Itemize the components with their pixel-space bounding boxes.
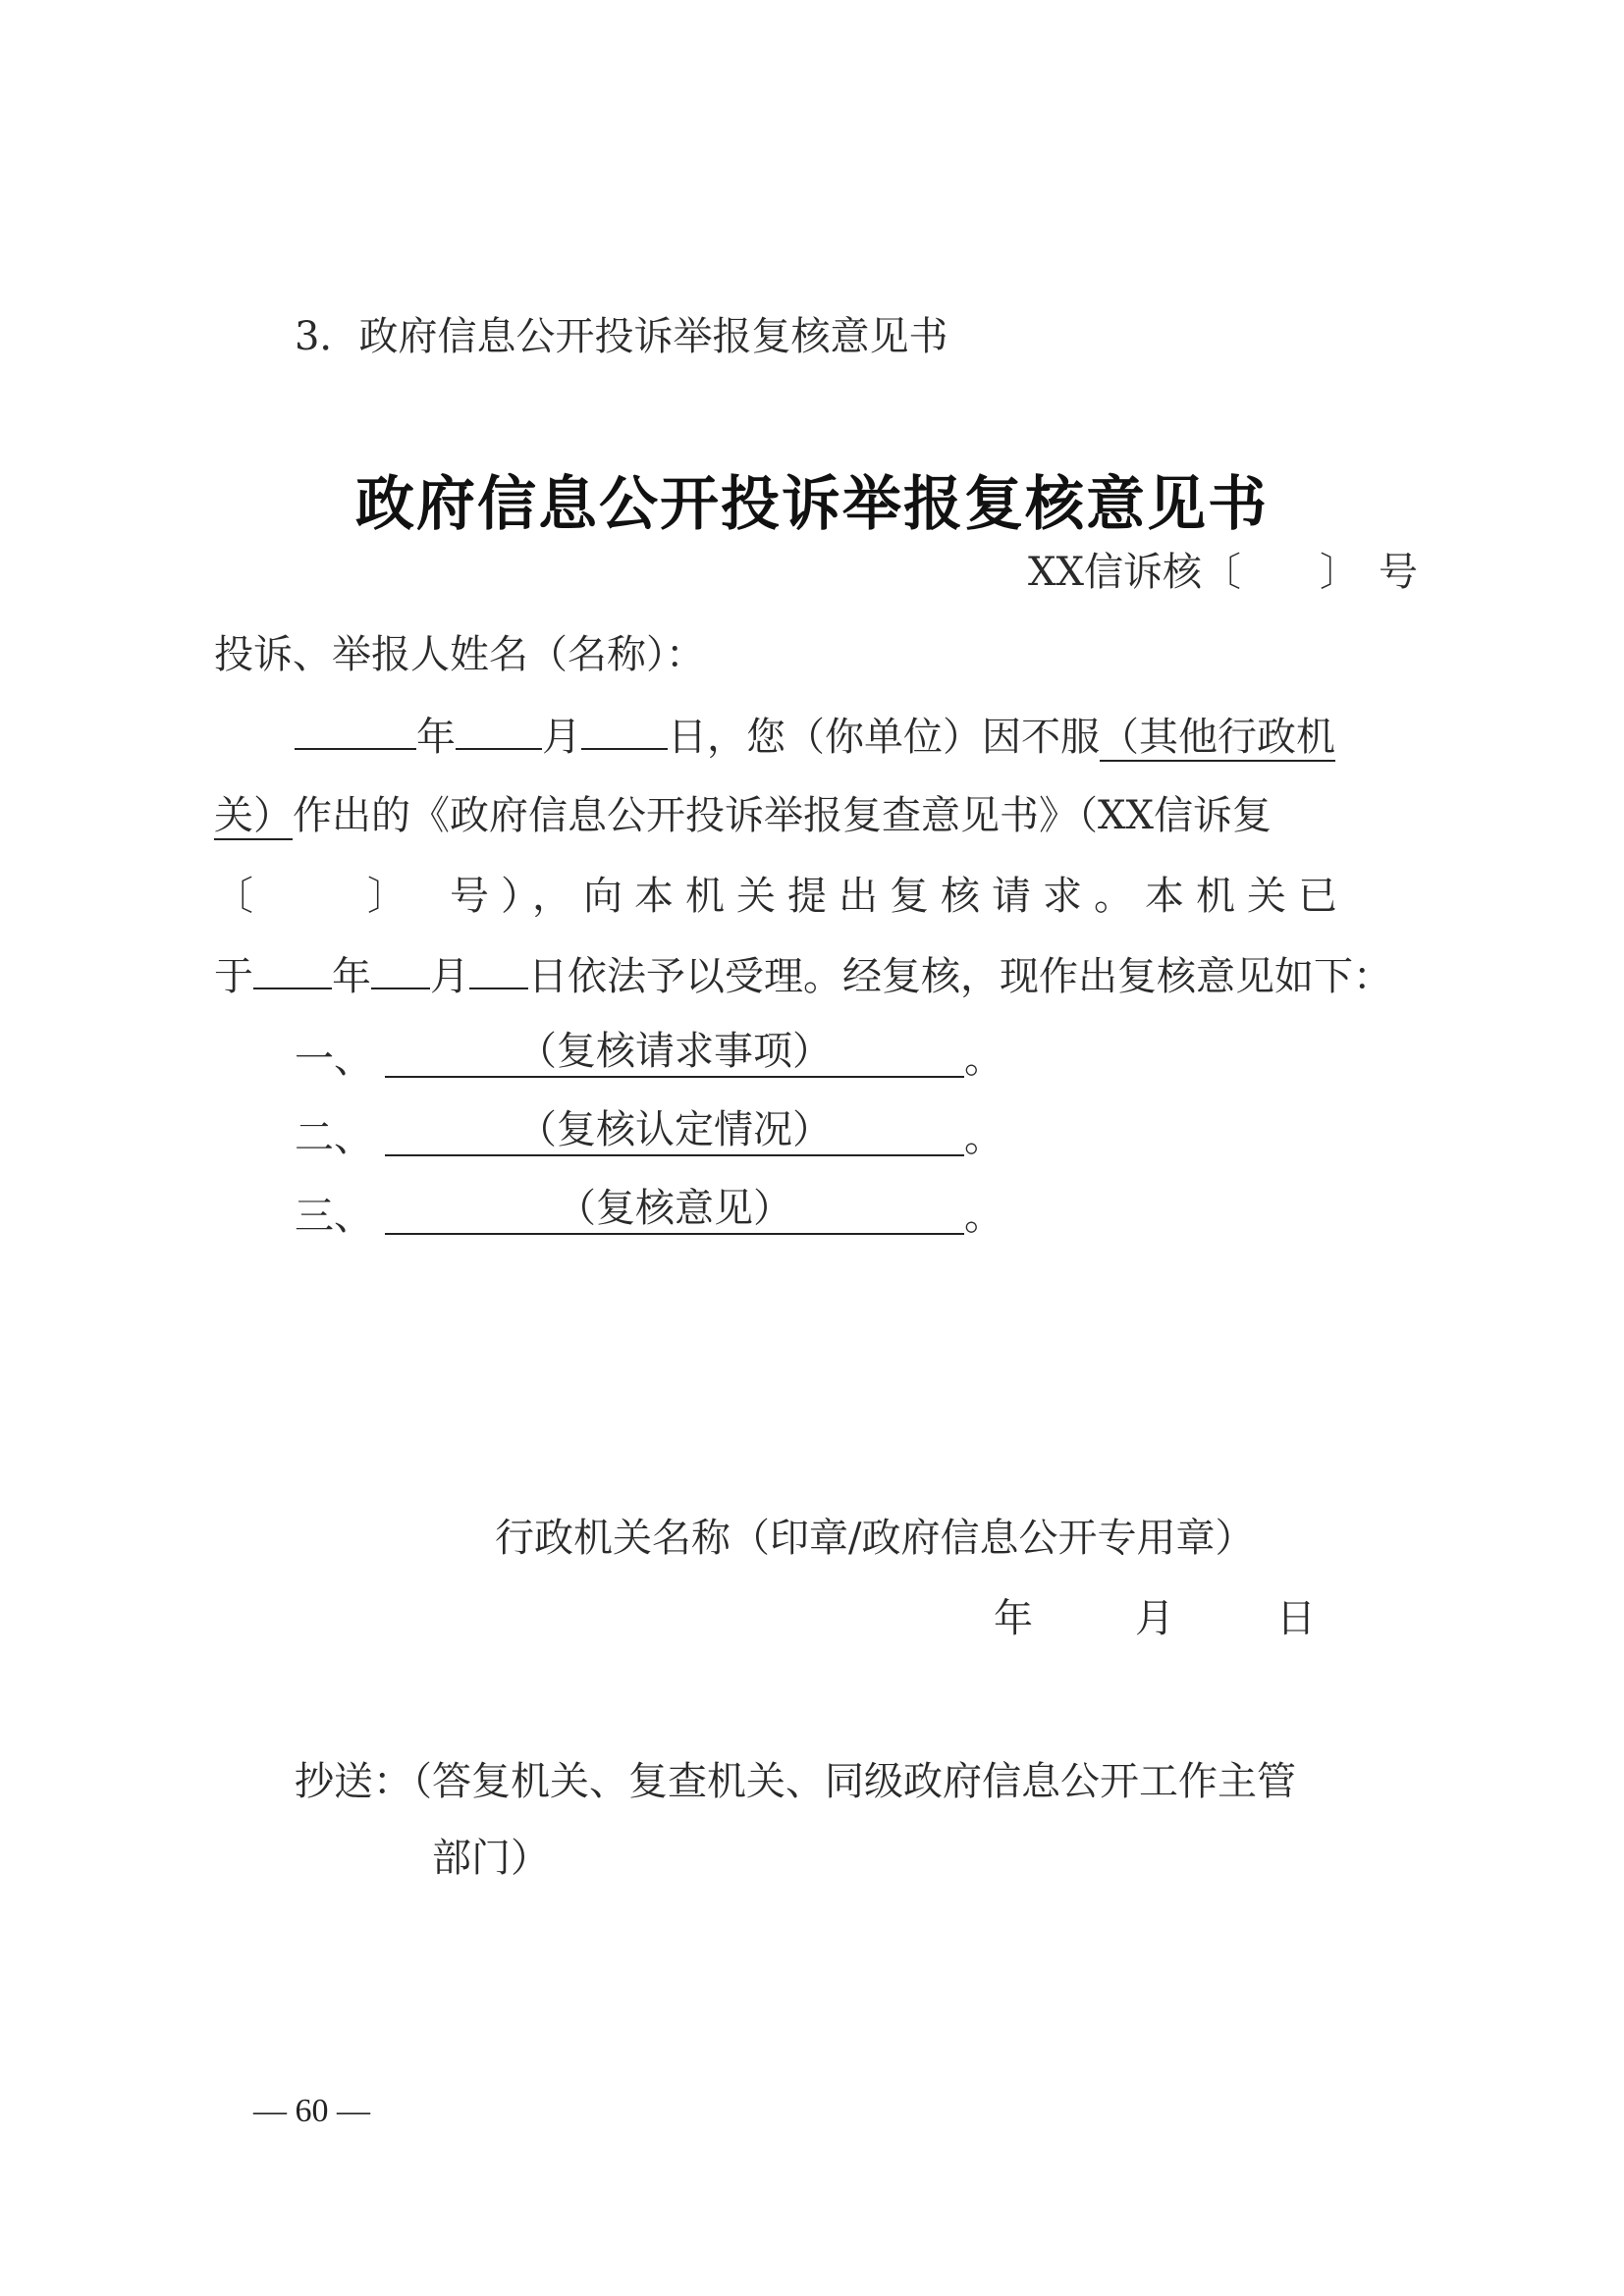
issue-date: 年 月 日 (994, 1596, 1324, 1641)
year-blank (295, 709, 416, 750)
section-heading: 3．政府信息公开投诉举报复核意见书 (295, 314, 948, 359)
item-1-placeholder: （复核请求事项） (385, 1025, 964, 1078)
item-2-placeholder: （复核认定情况） (385, 1103, 964, 1156)
cc-line-1: 抄送：（答复机关、复查机关、同级政府信息公开工作主管 (295, 1759, 1296, 1804)
other-agency-placeholder: （其他行政机 (1100, 715, 1335, 760)
item-3-placeholder: （复核意见） (385, 1182, 964, 1235)
paragraph-line-4: 于 年 月 日依法予以受理。经复核，现作出复核意见如下： (214, 948, 1392, 1003)
item-2-number: 二、 (295, 1115, 373, 1160)
accept-day-blank (469, 948, 528, 989)
addressee-line: 投诉、举报人姓名（名称）： (214, 632, 705, 677)
other-agency-placeholder-end: 关） (214, 793, 293, 838)
item-1-end: 。 (964, 1037, 1003, 1082)
month-blank (456, 709, 542, 750)
item-2-end: 。 (964, 1115, 1003, 1160)
issuing-agency: 行政机关名称（印章/政府信息公开专用章） (495, 1516, 1255, 1561)
paragraph-line-1: 年 月 日，您（你单位）因不服（其他行政机 (295, 709, 1335, 764)
paragraph-line-3: 〔 〕 号），向本机关提出复核请求。本机关已 (214, 874, 1349, 919)
cc-line-2: 部门） (432, 1836, 550, 1881)
accept-year-blank (253, 948, 332, 989)
document-title: 政府信息公开投诉举报复核意见书 (355, 470, 1269, 539)
day-blank (581, 709, 668, 750)
item-3-number: 三、 (295, 1194, 373, 1239)
document-number: XX信诉核〔 〕 号 (1028, 550, 1418, 595)
accept-month-blank (371, 948, 430, 989)
item-3-end: 。 (964, 1194, 1003, 1239)
paragraph-line-2: 关）作出的《政府信息公开投诉举报复查意见书》（XX信诉复 (214, 793, 1272, 838)
page-number: — 60 — (253, 2093, 370, 2129)
item-1-number: 一、 (295, 1037, 373, 1082)
